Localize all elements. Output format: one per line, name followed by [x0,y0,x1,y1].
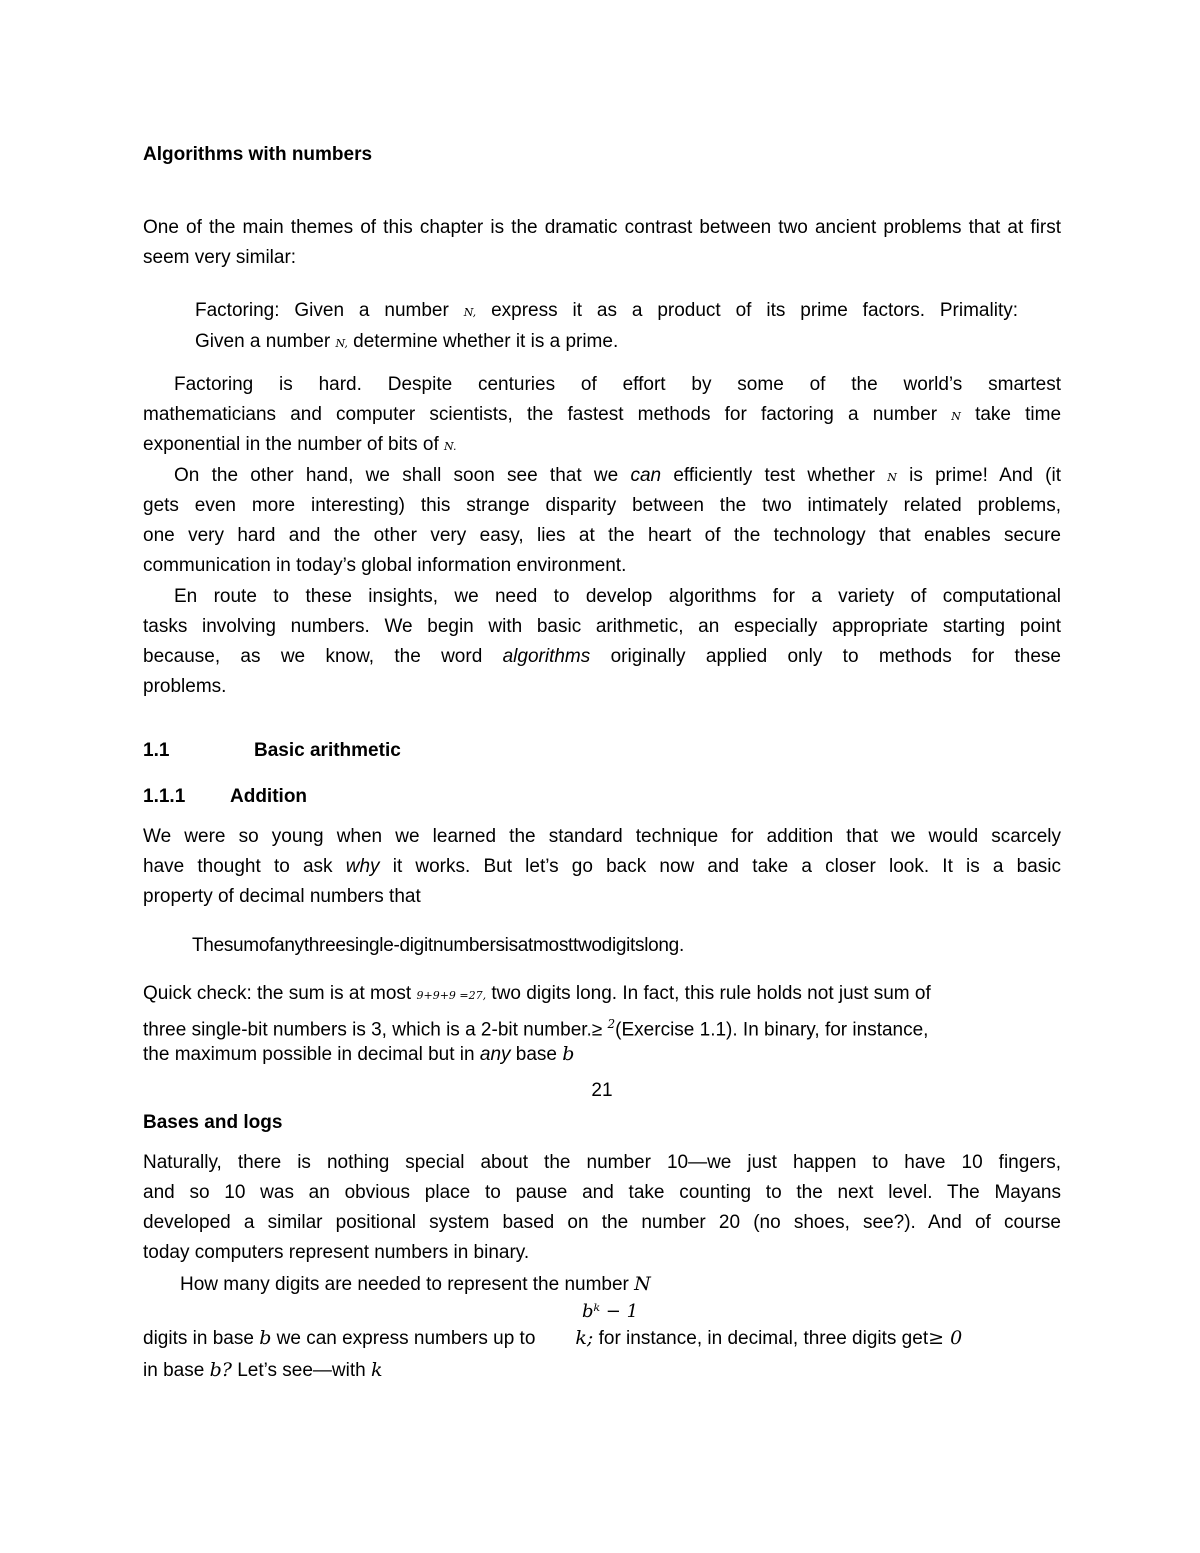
text-line: mathematicians and computer scientists, the fastest methods for factoring a number N take time [143,404,1062,425]
bases-heading: Bases and logs [143,1112,283,1133]
text-line: communication in today’s global information environment. [143,555,627,576]
text-line: problems. [143,676,227,697]
subsection-heading: 1.1.1 Addition [143,786,308,807]
section-heading: 1.1 Basic arithmetic [143,740,401,761]
text-line: gets even more interesting) this strange disparity between the two intimately related problems, [143,495,1061,516]
digits-line: digits in base b we can express numbers up to k; for instance, in decimal, three digits get≥ 0 [143,1327,963,1349]
last-line: in base b? Let’s see—with k [143,1359,383,1381]
text-line: because, as we know, the word algorithms originally applied only to methods for these [143,646,1062,667]
page-title: Algorithms with numbers [143,144,373,165]
text-line: the maximum possible in decimal but in any base b [143,1043,575,1065]
text-line: On the other hand, we shall soon see that we can efficiently test whether N is prime! And (it [174,465,1061,486]
text-line: three single-bit numbers is 3, which is a 2-bit number.≥ $^2$(Exercise 1.1). In binary, for instance, [143,1017,929,1041]
text-line: today computers represent numbers in binary. [143,1242,530,1263]
text-line: Factoring is hard. Despite centuries of effort by some of the world’s smartest [174,374,1061,395]
text-line: Naturally, there is nothing special about the number 10—we just happen to have 10 fingers, [143,1152,1061,1173]
question-line: How many digits are needed to represent the number N [180,1273,651,1295]
text-line: En route to these insights, we need to develop algorithms for a variety of computational [174,586,1061,607]
text-line: developed a similar positional system based on the number 20 (no shoes, see?). And of course [143,1212,1061,1233]
text-line: Quick check: the sum is at most 9+9+9 =27, two digits long. In fact, this rule holds not just sum of [143,983,931,1004]
addition-rule: Thesumofanythreesingle-digitnumbersisatmosttwodigitslong. [192,935,684,956]
text-line: property of decimal numbers that [143,886,421,907]
formula-bk-minus-1: bᵏ − 1 [582,1301,639,1322]
intro-paragraph: One of the main themes of this chapter is the dramatic contrast between two ancient problems that at first seem very similar: [143,217,1061,268]
problem-line-1: Factoring: Given a number N, express it as a product of its prime factors. Primality: [195,300,1018,321]
text-line: exponential in the number of bits of N. [143,434,457,455]
problem-line-2: Given a number N, determine whether it is a prime. [195,331,619,352]
text-line: one very hard and the other very easy, lies at the heart of the technology that enables secure [143,525,1061,546]
text-line: tasks involving numbers. We begin with basic arithmetic, an especially appropriate starting point [143,616,1061,637]
text-line: and so 10 was an obvious place to pause and take counting to the next level. The Mayans [143,1182,1061,1203]
page-number: 21 [591,1080,613,1101]
text-line: We were so young when we learned the standard technique for addition that we would scarcely [143,826,1061,847]
text-line: have thought to ask why it works. But let’s go back now and take a closer look. It is a basic [143,856,1062,877]
